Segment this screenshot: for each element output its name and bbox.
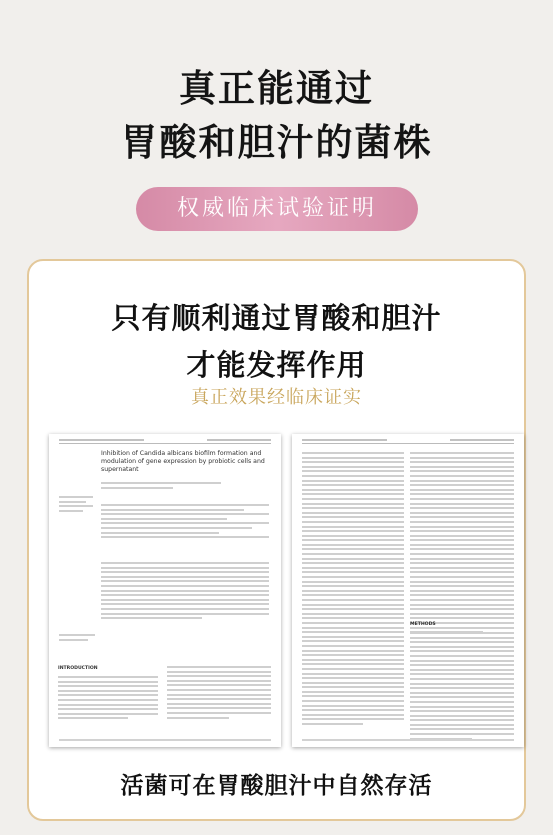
paper-header bbox=[59, 439, 271, 444]
paper-right-column-bottom bbox=[410, 632, 514, 742]
paper-right-column bbox=[167, 666, 271, 721]
clinical-proof-badge: 权威临床试验证明 bbox=[136, 187, 418, 231]
paper-affiliations bbox=[101, 504, 269, 541]
research-paper-page-2 bbox=[292, 434, 524, 747]
paper-title: Inhibition of Candida albicans biofilm formation and modulation of gene expression by probiotic cells and supernatant bbox=[101, 450, 265, 473]
card-title-line1: 只有顺利通过胃酸和胆汁 bbox=[111, 301, 442, 335]
paper-abstract bbox=[101, 562, 269, 622]
paper-right-column-top bbox=[410, 452, 514, 636]
paper-footer bbox=[59, 739, 271, 741]
paper-sidebar-text bbox=[59, 496, 93, 514]
evidence-card bbox=[27, 259, 526, 821]
research-paper-page-1 bbox=[49, 434, 281, 747]
paper-authors bbox=[101, 482, 221, 491]
main-title-line2: 胃酸和胆汁的菌株 bbox=[120, 121, 433, 164]
card-title-line2: 才能发挥作用 bbox=[186, 348, 367, 382]
main-title-line1: 真正能通过 bbox=[179, 67, 374, 110]
paper-footer bbox=[302, 739, 514, 741]
paper-left-column bbox=[302, 452, 404, 728]
card-subtitle: 真正效果经临床证实 bbox=[191, 387, 362, 408]
paper-introduction-heading: INTRODUCTION bbox=[58, 666, 98, 671]
paper-received-dates bbox=[59, 634, 95, 643]
card-caption: 活菌可在胃酸胆汁中自然存活 bbox=[120, 773, 433, 799]
paper-methods-heading: METHODS bbox=[410, 622, 436, 627]
paper-left-column bbox=[58, 676, 158, 722]
paper-header bbox=[302, 439, 514, 444]
